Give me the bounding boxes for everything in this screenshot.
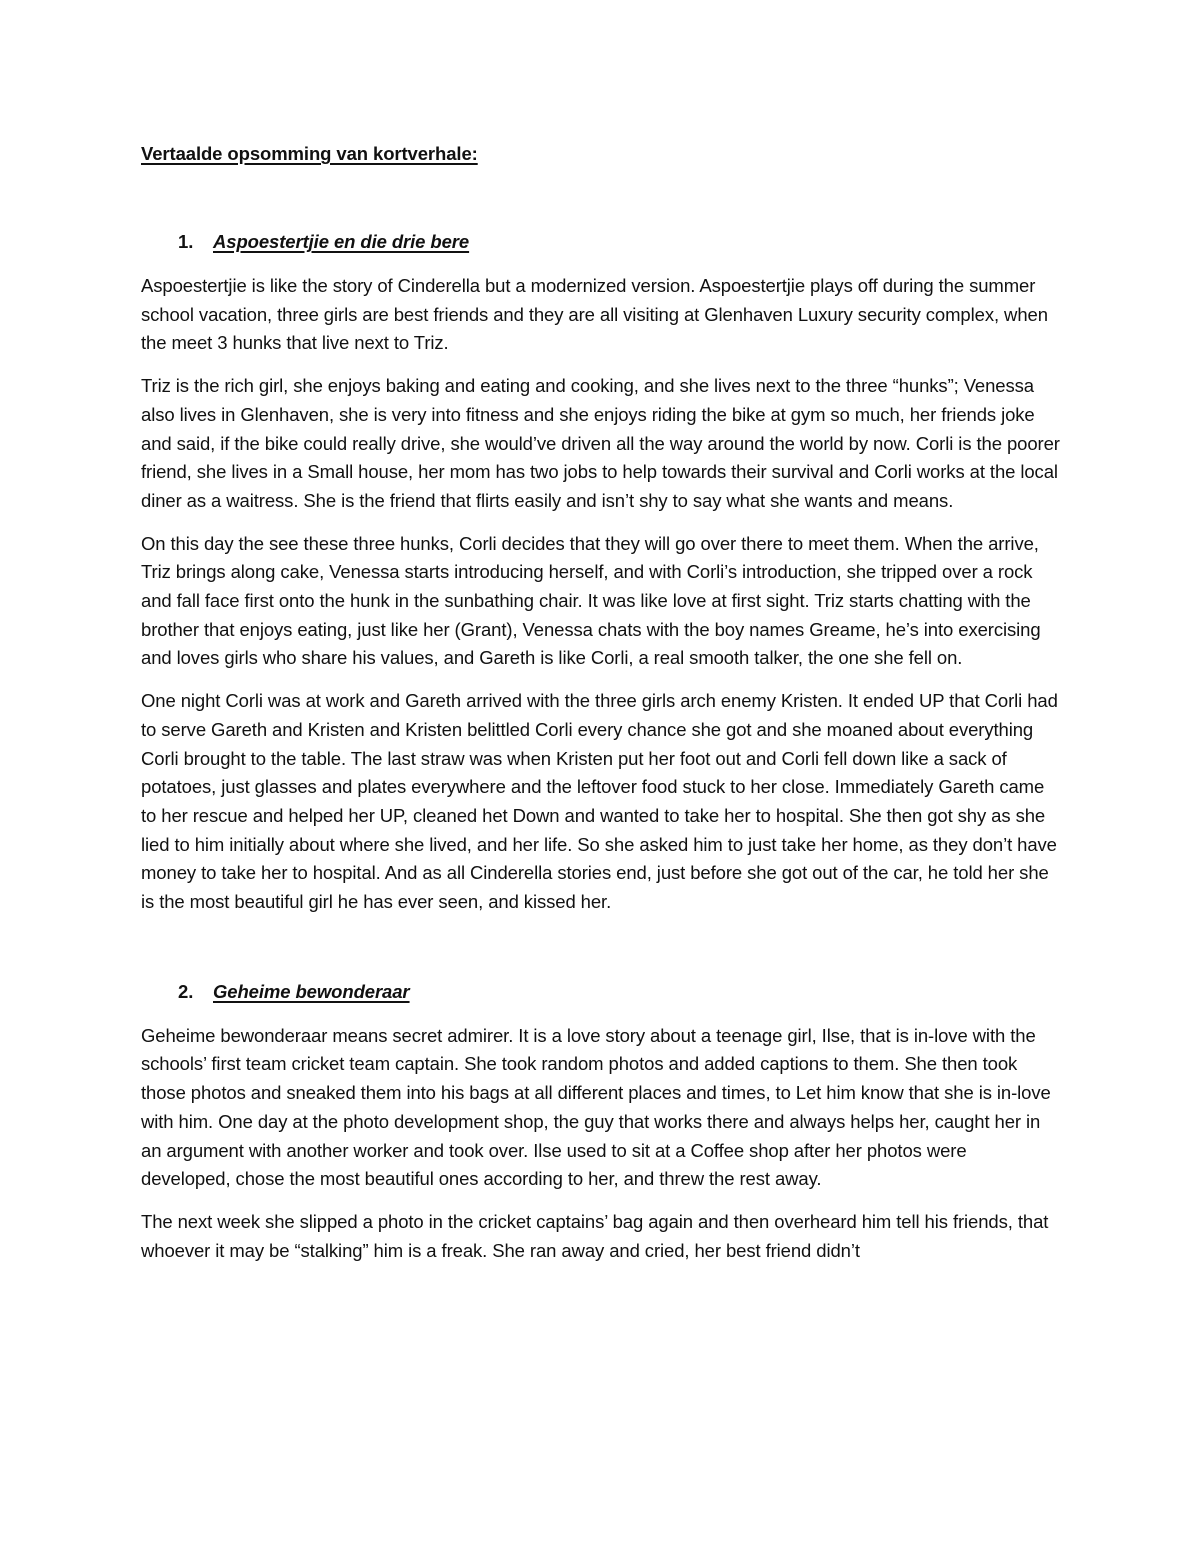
section-heading: [141, 228, 1061, 256]
section-number: 1.: [178, 231, 194, 252]
paragraph: On this day the see these three hunks, Corli decides that they will go over there to meet them. When the arrive, Triz brings along cake, Venessa starts introducing herself, and with Corli’s introduction, she tripped over a rock and fall face first onto the hunk in the sunbathing chair. It was like love at first sight. Triz starts chatting with the brother that enjoys eating, just like her (Grant), Venessa chats with the boy names Greame, he’s into exercising and loves girls who share his values, and Gareth is like Corli, a real smooth talker, the one she fell on.: [141, 532, 1041, 669]
document-body: [141, 140, 1061, 1265]
section-number: 2.: [178, 980, 194, 1002]
paragraph: Geheime bewonderaar means secret admirer. It is a love story about a teenage girl, Ilse, that is in-love with the schools’ first team cricket team captain. She took random photos and added captions to them. She then took those photos and sneaked them into his bags at all different places and times, to Let him know that she is in-love with him. One day at the photo development shop, the guy that works there and always helps her, caught her in an argument with another worker and took over. Ilse used to sit at a Coffee shop after her photos were developed, chose the most beautiful ones according to her, and threw the rest away.: [141, 1024, 1051, 1190]
document-title: Vertaalde opsomming van kortverhale:: [141, 143, 478, 164]
paragraph: The next week she slipped a photo in the cricket captains’ bag again and then overheard him tell his friends, that whoever it may be “stalking” him is a freak. She ran away and cried, her best friend didn’t: [141, 1210, 1049, 1261]
paragraph: Triz is the rich girl, she enjoys baking and eating and cooking, and she lives next to the three “hunks”; Venessa also lives in Glenhaven, she is very into fitness and she enjoys riding the bike at gym so much, her friends joke and said, if the bike could really drive, she would’ve driven all the way around the world by now. Corli is the poorer friend, she lives in a Small house, her mom has two jobs to help towards their survival and Corli works at the local diner as a waitress. She is the friend that flirts easily and isn’t shy to say what she wants and means.: [141, 375, 1060, 511]
section-title: Geheime bewonderaar: [213, 980, 410, 1002]
section-heading: [141, 978, 1061, 1006]
paragraph: Aspoestertjie is like the story of Cinderella but a modernized version. Aspoestertjie plays off during the summer school vacation, three girls are best friends and they are all visiting at Glenhaven Luxury security complex, when the meet 3 hunks that live next to Triz.: [141, 275, 1048, 354]
section-geheime-bewonderaar: [141, 978, 1061, 1266]
section-title: Aspoestertjie en die drie bere: [213, 231, 470, 252]
paragraph: One night Corli was at work and Gareth arrived with the three girls arch enemy Kristen. It ended UP that Corli had to serve Gareth and Kristen and Kristen belittled Corli every chance she got and she moaned about everything Corli brought to the table. The last straw was when Kristen put her foot out and Corli fell down like a sack of potatoes, just glasses and plates everywhere and the leftover food stuck to her close. Immediately Gareth came to her rescue and helped her UP, cleaned het Down and wanted to take her to hospital. She then got shy as she lied to him initially about where she lived, and her life. So she asked him to just take her home, as they don’t have money to take her to hospital. And as all Cinderella stories end, just before she got out of the car, he told her she is the most beautiful girl he has ever seen, and kissed her.: [141, 690, 1058, 913]
section-aspoestertjie: [141, 228, 1061, 917]
